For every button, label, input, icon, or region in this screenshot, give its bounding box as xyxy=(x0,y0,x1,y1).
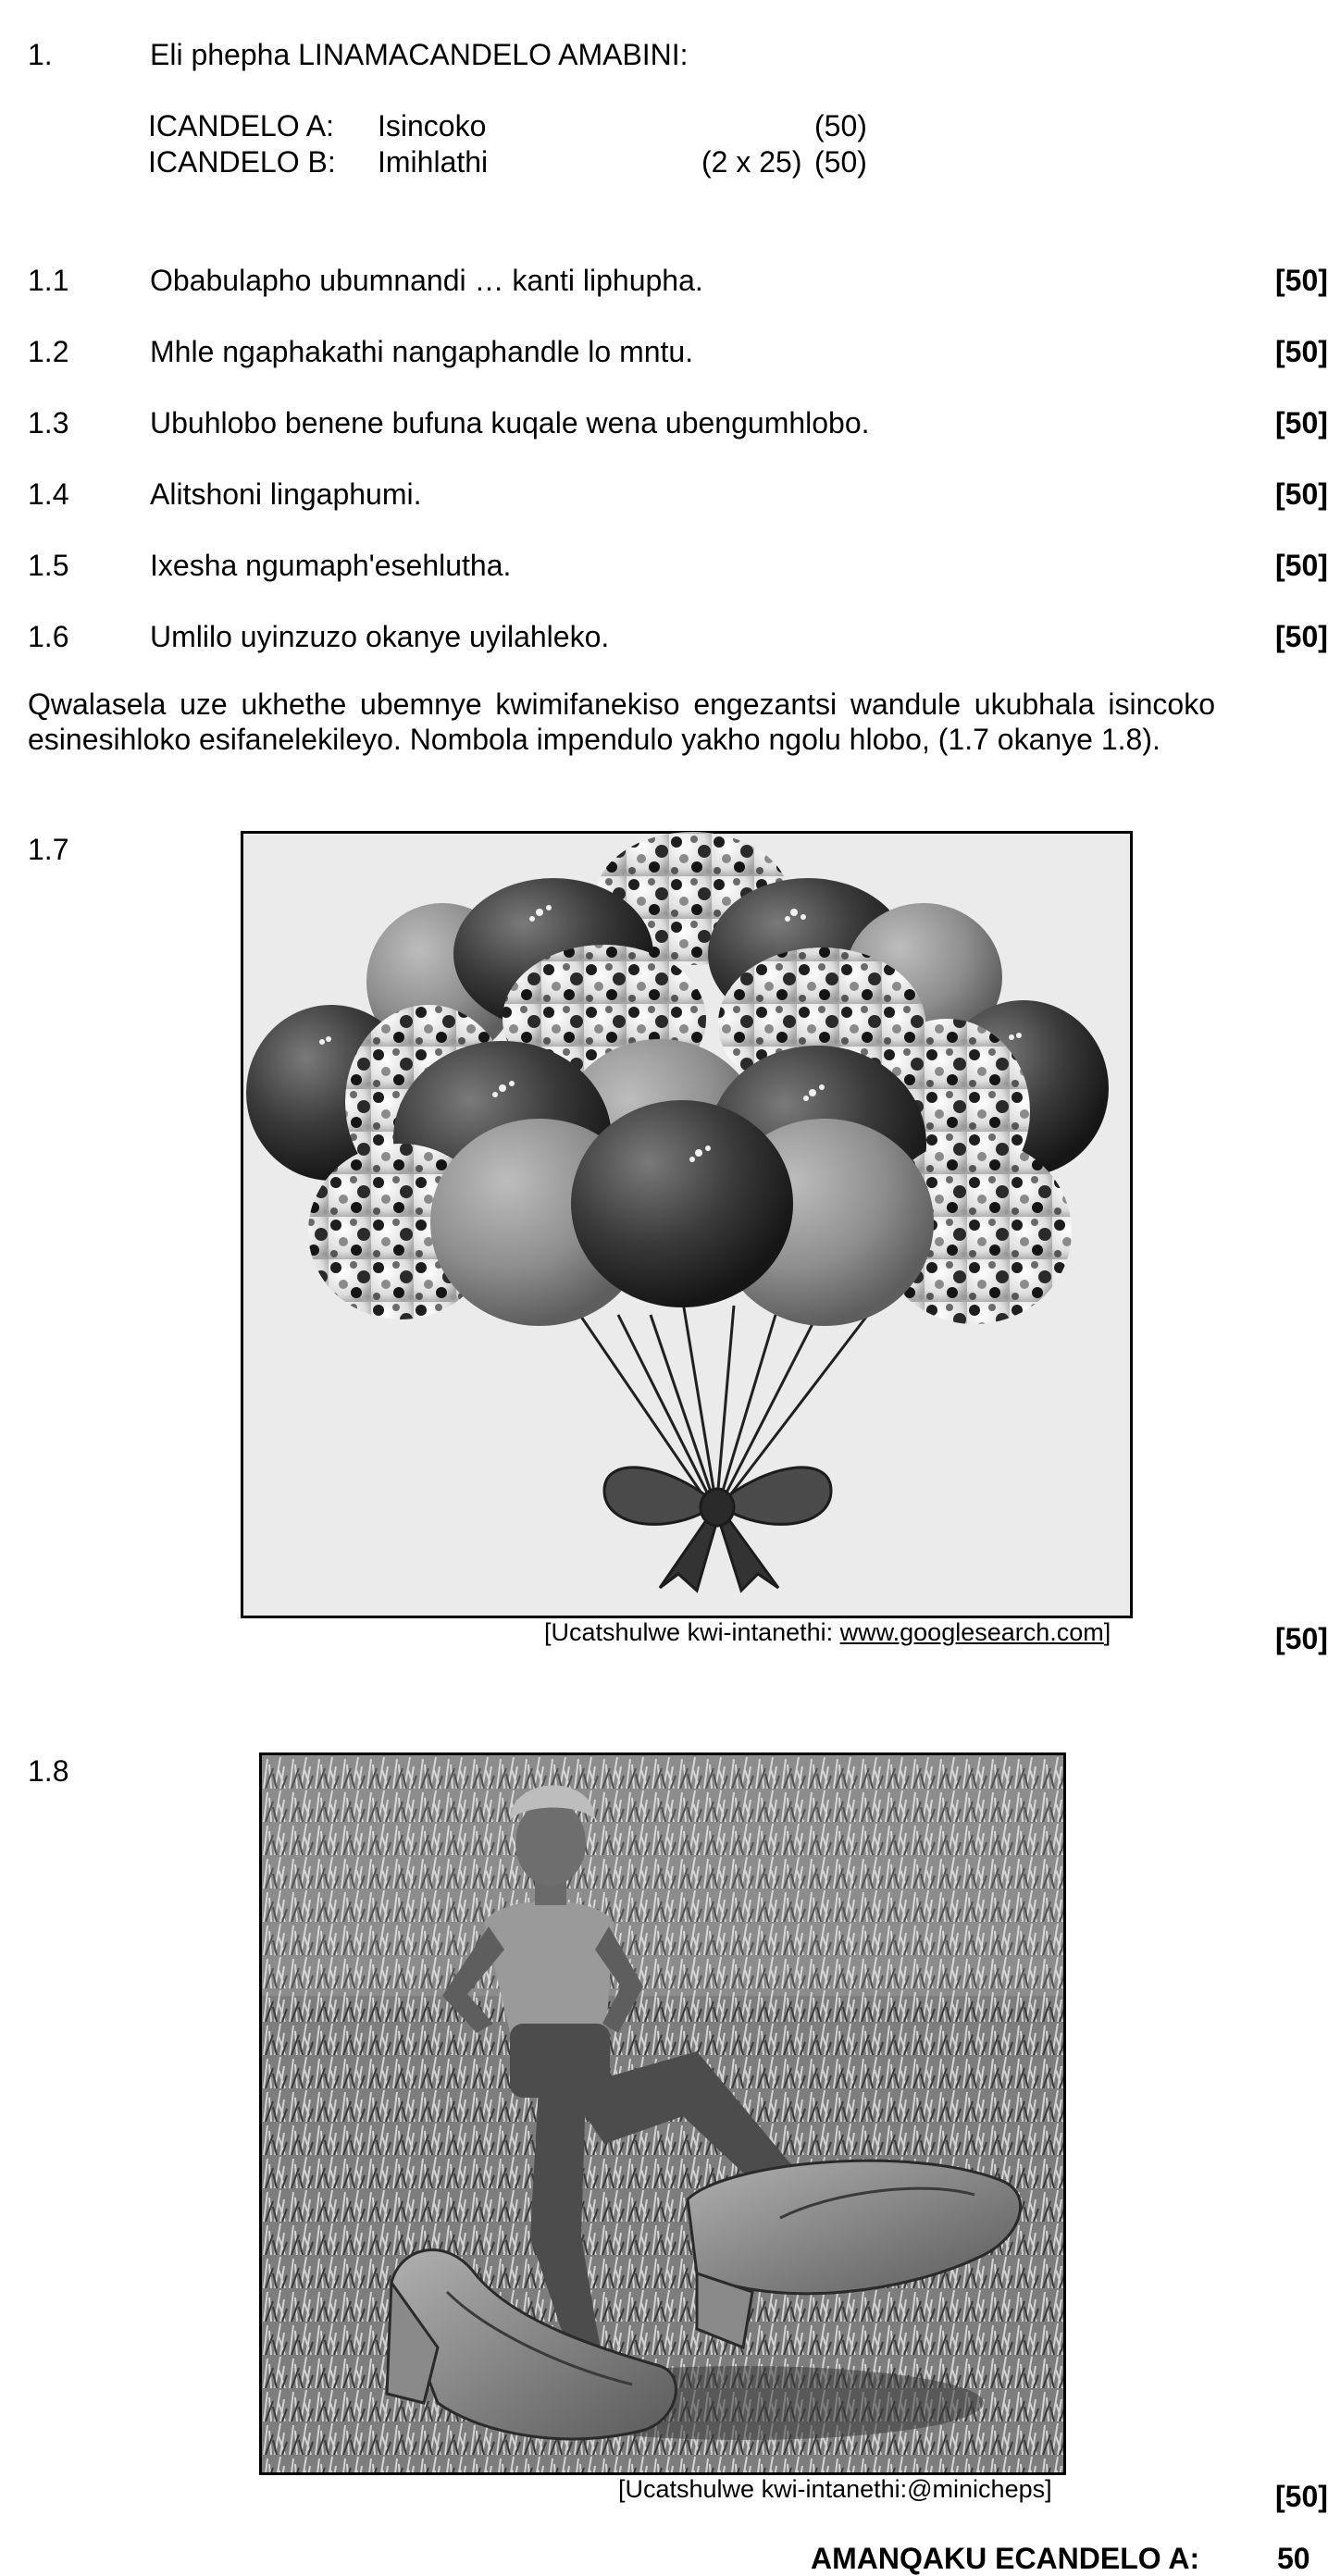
topic-text: Alitshoni lingaphumi. xyxy=(150,477,422,511)
topic-number: 1.4 xyxy=(28,477,69,511)
section-total-label: AMANQAKU ECANDELO A: xyxy=(811,2542,1200,2575)
section-a-marks: (50) xyxy=(814,109,867,142)
woman-with-giant-shoes-icon xyxy=(262,1755,1063,2472)
topic-number: 1.3 xyxy=(28,406,69,440)
topic-number: 1.1 xyxy=(28,264,69,297)
section-a-name: ICANDELO A: xyxy=(148,109,334,142)
picture-caption-2: [Ucatshulwe kwi-intanethi:@minicheps] xyxy=(618,2475,1052,2503)
topic-mark: [50] xyxy=(1275,620,1328,653)
topic-number: 1.6 xyxy=(28,620,69,653)
section-b-name: ICANDELO B: xyxy=(148,145,336,179)
topic-mark: [50] xyxy=(1275,2480,1328,2513)
topic-text: Ubuhlobo benene bufuna kuqale wena ubengumhlobo. xyxy=(150,406,870,440)
topic-text: Mhle ngaphakathi nangaphandle lo mntu. xyxy=(150,335,694,368)
woman-with-shoes-image xyxy=(259,1752,1066,2475)
section-b-marks: (50) xyxy=(814,145,867,179)
caption-suffix: ] xyxy=(1103,1618,1111,1646)
topic-number: 1.2 xyxy=(28,335,69,368)
topic-text: Ixesha ngumaph'esehlutha. xyxy=(150,549,512,582)
topic-mark: [50] xyxy=(1275,477,1328,511)
topic-text: Umlilo uyinzuzo okanye uyilahleko. xyxy=(150,620,610,653)
topic-mark: [50] xyxy=(1275,335,1328,368)
balloon-bouquet-image xyxy=(241,831,1133,1618)
caption-prefix: [Ucatshulwe kwi-intanethi: xyxy=(544,1618,840,1646)
topic-number: 1.7 xyxy=(28,833,69,866)
topic-mark: [50] xyxy=(1275,264,1328,297)
section-a-title: Isincoko xyxy=(378,109,487,142)
topic-mark: [50] xyxy=(1275,1622,1328,1655)
section-total-value: 50 xyxy=(1277,2542,1310,2575)
topic-mark: [50] xyxy=(1275,406,1328,440)
section-b-title: Imihlathi xyxy=(378,145,489,179)
picture-instruction: Qwalasela uze ukhethe ubemnye kwimifanekiso engezantsi wandule ukubhala isincoko esinesihloko esifanelekileyo. Nombola impendulo yakho ngolu hlobo, (1.7 okanye 1.8). xyxy=(28,687,1215,756)
topic-text: Obabulapho ubumnandi … kanti liphupha. xyxy=(150,264,703,297)
topic-mark: [50] xyxy=(1275,549,1328,582)
caption-source-link[interactable]: www.googlesearch.com xyxy=(839,1618,1104,1646)
balloon-bouquet-icon xyxy=(243,834,1130,1616)
topic-number: 1.5 xyxy=(28,549,69,582)
picture-caption-1 xyxy=(544,1617,1111,1647)
topic-number: 1.8 xyxy=(28,1754,69,1788)
section-b-breakdown: (2 x 25) xyxy=(701,145,802,179)
question-intro: Eli phepha LINAMACANDELO AMABINI: xyxy=(150,38,689,71)
question-number: 1. xyxy=(28,38,53,71)
